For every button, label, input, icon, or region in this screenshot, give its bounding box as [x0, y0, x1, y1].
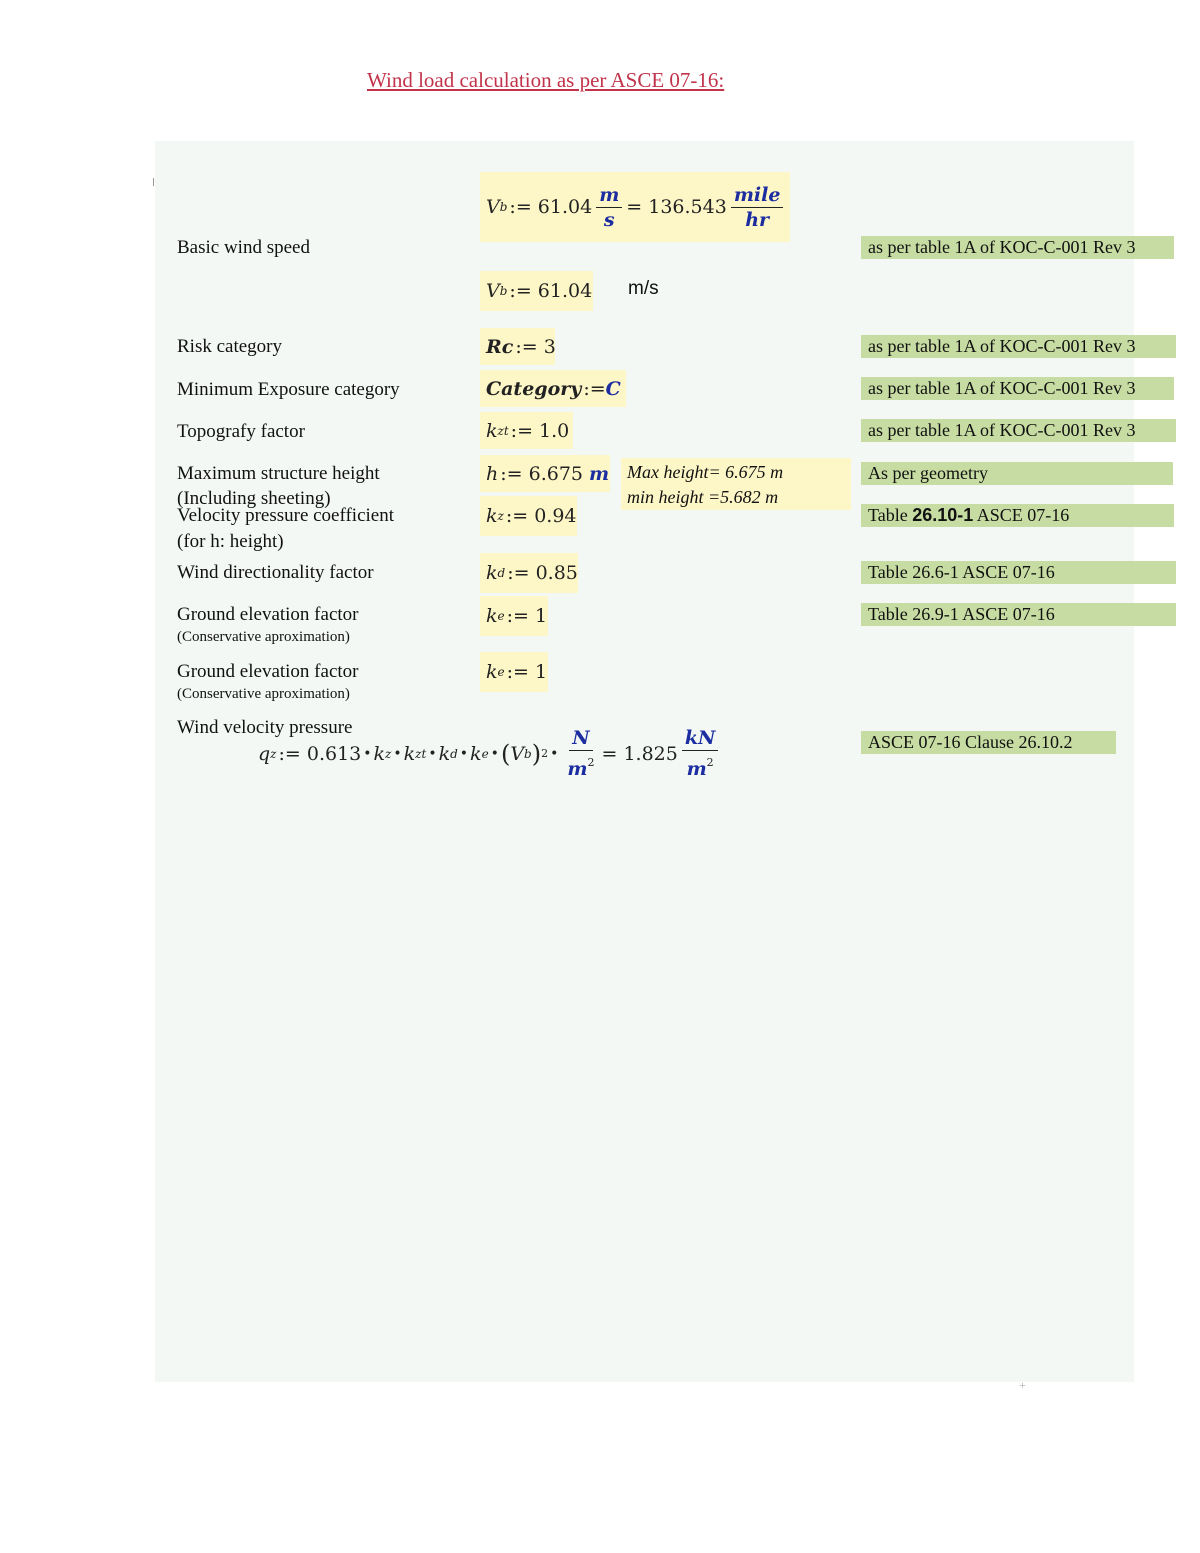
qz-equation[interactable]	[258, 726, 722, 781]
topography-factor-label: Topografy factor	[177, 421, 305, 442]
basic-wind-speed-si-equation[interactable]	[480, 271, 593, 311]
mult-dot: •	[393, 745, 402, 762]
ke2-value: := 1	[506, 661, 548, 683]
vb-subscript: b	[499, 200, 508, 214]
mult-dot: •	[459, 745, 469, 762]
max-height-sublabel: (Including sheeting)	[177, 488, 331, 509]
qz-subscript: z	[270, 746, 277, 761]
vb2-unit: m/s	[628, 278, 659, 299]
mult-dot: •	[428, 745, 437, 762]
exposure-category-label: Minimum Exposure category	[177, 379, 400, 400]
qz-symbol: q	[258, 742, 271, 765]
qz-ke-subscript: e	[481, 746, 489, 761]
height-equation[interactable]	[480, 455, 610, 492]
category-assign: :=	[583, 377, 606, 400]
topography-factor-equation[interactable]	[480, 412, 573, 449]
ke2-sublabel: (Conservative aproximation)	[177, 686, 350, 702]
basic-wind-speed-note: as per table 1A of KOC-C-001 Rev 3	[861, 236, 1174, 259]
unit-s: s	[603, 208, 615, 231]
kzt-value: := 1.0	[510, 419, 570, 442]
height-remark-box[interactable]	[621, 458, 851, 510]
qz-label: Wind velocity pressure	[177, 717, 353, 738]
kz-subscript: z	[497, 509, 504, 523]
qz-kzt-subscript: zt	[415, 746, 427, 761]
risk-category-label: Risk category	[177, 336, 283, 357]
height-remark-max: Max height= 6.675 m	[627, 462, 784, 482]
category-value: C	[605, 377, 621, 400]
qz-vb-symbol: V	[510, 742, 525, 765]
qz-vb-power: 2	[541, 747, 549, 760]
kz-value: := 0.94	[505, 505, 577, 527]
kd-equation[interactable]	[480, 553, 578, 593]
qz-kd-subscript: d	[450, 746, 458, 761]
kz-note-prefix: Table	[868, 505, 913, 525]
height-remark-min: min height =5.682 m	[627, 487, 779, 507]
kz-label: Velocity pressure coefficient	[177, 505, 395, 526]
ke2-subscript: e	[497, 665, 505, 679]
ke-sublabel: (Conservative aproximation)	[177, 629, 350, 645]
qz-kz-symbol: k	[373, 742, 386, 765]
unit-m: m	[596, 183, 622, 208]
ke-symbol: k	[486, 605, 498, 627]
ke2-label: Ground elevation factor	[177, 661, 359, 682]
footer-mark: +	[1019, 1378, 1026, 1392]
qz-kz-subscript: z	[385, 746, 392, 761]
unit-hr: hr	[745, 208, 770, 231]
exposure-category-note: as per table 1A of KOC-C-001 Rev 3	[861, 377, 1174, 400]
ke2-equation[interactable]	[480, 652, 548, 692]
kzt-subscript: zt	[497, 423, 509, 438]
topography-factor-note: as per table 1A of KOC-C-001 Rev 3	[861, 419, 1176, 442]
vb2-symbol: V	[486, 280, 500, 302]
kd-subscript: d	[497, 566, 506, 580]
open-paren: (	[500, 739, 511, 768]
kd-label: Wind directionality factor	[177, 562, 374, 583]
kz-symbol: k	[486, 505, 498, 527]
kz-sublabel: (for h: height)	[177, 531, 284, 552]
unit-m-res-power: 2	[706, 756, 714, 769]
risk-category-note: as per table 1A of KOC-C-001 Rev 3	[861, 335, 1176, 358]
basic-wind-speed-equation[interactable]	[480, 172, 790, 242]
kzt-symbol: k	[486, 419, 498, 442]
qz-result: = 1.825	[601, 742, 678, 765]
rc-symbol: Rc	[486, 335, 514, 358]
unit-n: N	[569, 726, 592, 751]
unit-m-res-den: m	[686, 758, 707, 780]
unit-kn: kN	[682, 726, 719, 751]
risk-category-equation[interactable]	[480, 328, 555, 365]
unit-m-power: 2	[587, 756, 595, 769]
kd-note: Table 26.6-1 ASCE 07-16	[861, 561, 1176, 584]
ke-note: Table 26.9-1 ASCE 07-16	[861, 603, 1176, 626]
region-marker	[153, 178, 154, 186]
h-value: := 6.675	[500, 462, 584, 485]
mult-dot: •	[550, 745, 559, 762]
height-note: As per geometry	[861, 462, 1173, 485]
kz-note-suffix: ASCE 07-16	[973, 505, 1070, 525]
qz-kd-symbol: k	[438, 742, 451, 765]
ke-subscript: e	[497, 609, 505, 623]
kz-note-table: 26.10-1	[912, 505, 974, 525]
unit-mile: mile	[731, 183, 784, 208]
ke-label: Ground elevation factor	[177, 604, 359, 625]
vb-symbol: V	[486, 196, 500, 218]
h-unit: m	[589, 462, 610, 485]
vb2-value: := 61.04	[509, 280, 593, 302]
mult-dot: •	[363, 745, 372, 762]
page-title: Wind load calculation as per ASCE 07-16:	[367, 68, 725, 92]
qz-coefficient: := 0.613	[278, 742, 362, 765]
ke-equation[interactable]	[480, 596, 548, 636]
rc-value: := 3	[515, 335, 556, 358]
unit-m-den: m	[567, 758, 588, 780]
close-paren: )	[531, 739, 542, 768]
kz-equation[interactable]	[480, 496, 577, 536]
ke-value: := 1	[506, 605, 548, 627]
max-height-label: Maximum structure height	[177, 463, 380, 484]
category-symbol: Category	[486, 377, 582, 400]
qz-note: ASCE 07-16 Clause 26.10.2	[861, 731, 1116, 754]
qz-kzt-symbol: k	[403, 742, 416, 765]
ke2-symbol: k	[486, 661, 498, 683]
exposure-category-equation[interactable]	[480, 370, 626, 407]
qz-ke-symbol: k	[470, 742, 482, 765]
vb-mph-result: = 136.543	[626, 196, 727, 218]
kd-value: := 0.85	[507, 562, 578, 584]
vb-value: := 61.04	[509, 196, 593, 218]
h-symbol: h	[486, 462, 499, 485]
kd-symbol: k	[486, 562, 498, 584]
kz-note	[861, 504, 1174, 527]
mult-dot: •	[490, 745, 499, 762]
basic-wind-speed-label: Basic wind speed	[177, 237, 310, 258]
vb2-subscript: b	[499, 284, 508, 298]
qz-vb-subscript: b	[524, 746, 532, 761]
